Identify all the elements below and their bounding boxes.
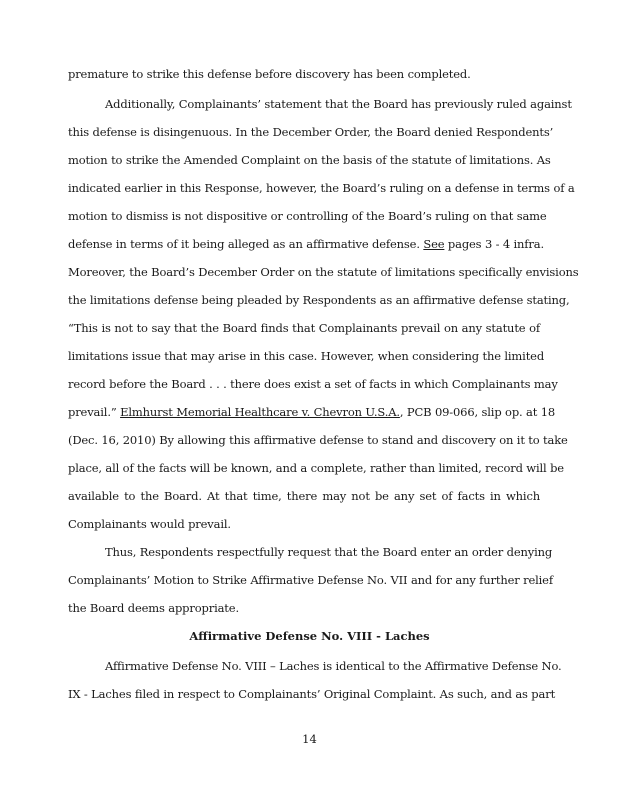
paragraph-line: record before the Board . . . there does exist a set of facts in which Complainants may: [68, 377, 558, 391]
paragraph-line: (Dec. 16, 2010) By allowing this affirmative defense to stand and discovery on it to take: [68, 433, 568, 447]
paragraph-line: Additionally, Complainants’ statement that the Board has previously ruled against: [105, 97, 572, 111]
citation-signal: See: [423, 237, 445, 251]
paragraph-line: “This is not to say that the Board finds that Complainants prevail on any statute of: [68, 321, 540, 335]
paragraph-line: premature to strike this defense before discovery has been completed.: [68, 67, 471, 81]
paragraph-line: Affirmative Defense No. VIII – Laches is identical to the Affirmative Defense No.: [105, 659, 562, 673]
paragraph-line: the Board deems appropriate.: [68, 601, 239, 615]
paragraph-line: Complainants’ Motion to Strike Affirmative Defense No. VII and for any further relief: [68, 573, 553, 587]
paragraph-line: [68, 236, 544, 252]
paragraph-line: Moreover, the Board’s December Order on the statute of limitations specifically envisions: [68, 265, 579, 279]
paragraph-line: this defense is disingenuous. In the December Order, the Board denied Respondents’: [68, 125, 554, 139]
case-citation: Elmhurst Memorial Healthcare v. Chevron U.S.A.: [120, 405, 400, 419]
paragraph-line: [68, 404, 556, 420]
text-run: defense in terms of it being alleged as an affirmative defense.: [68, 237, 424, 251]
text-run: pages 3 - 4 infra.: [444, 237, 544, 251]
paragraph-line: Thus, Respondents respectfully request that the Board enter an order denying: [105, 545, 553, 559]
page-number: 14: [302, 732, 317, 746]
section-heading: Affirmative Defense No. VIII - Laches: [189, 629, 430, 643]
paragraph-line: Complainants would prevail.: [68, 517, 231, 531]
paragraph-line: limitations issue that may arise in this case. However, when considering the limited: [68, 349, 545, 363]
paragraph-line: available to the Board. At that time, there may not be any set of facts in which: [68, 489, 540, 503]
paragraph-line: IX - Laches filed in respect to Complainants’ Original Complaint. As such, and as part: [68, 687, 556, 701]
paragraph-line: indicated earlier in this Response, however, the Board’s ruling on a defense in terms of a: [68, 181, 575, 195]
paragraph-line: motion to strike the Amended Complaint on the basis of the statute of limitations. As: [68, 153, 551, 167]
text-run: , PCB 09-066, slip op. at 18: [399, 405, 556, 419]
paragraph-line: motion to dismiss is not dispositive or controlling of the Board’s ruling on that same: [68, 209, 547, 223]
paragraph-line: place, all of the facts will be known, and a complete, rather than limited, record will be: [68, 461, 564, 475]
paragraph-line: the limitations defense being pleaded by Respondents as an affirmative defense stating,: [68, 293, 570, 307]
text-run: prevail.”: [68, 405, 121, 419]
